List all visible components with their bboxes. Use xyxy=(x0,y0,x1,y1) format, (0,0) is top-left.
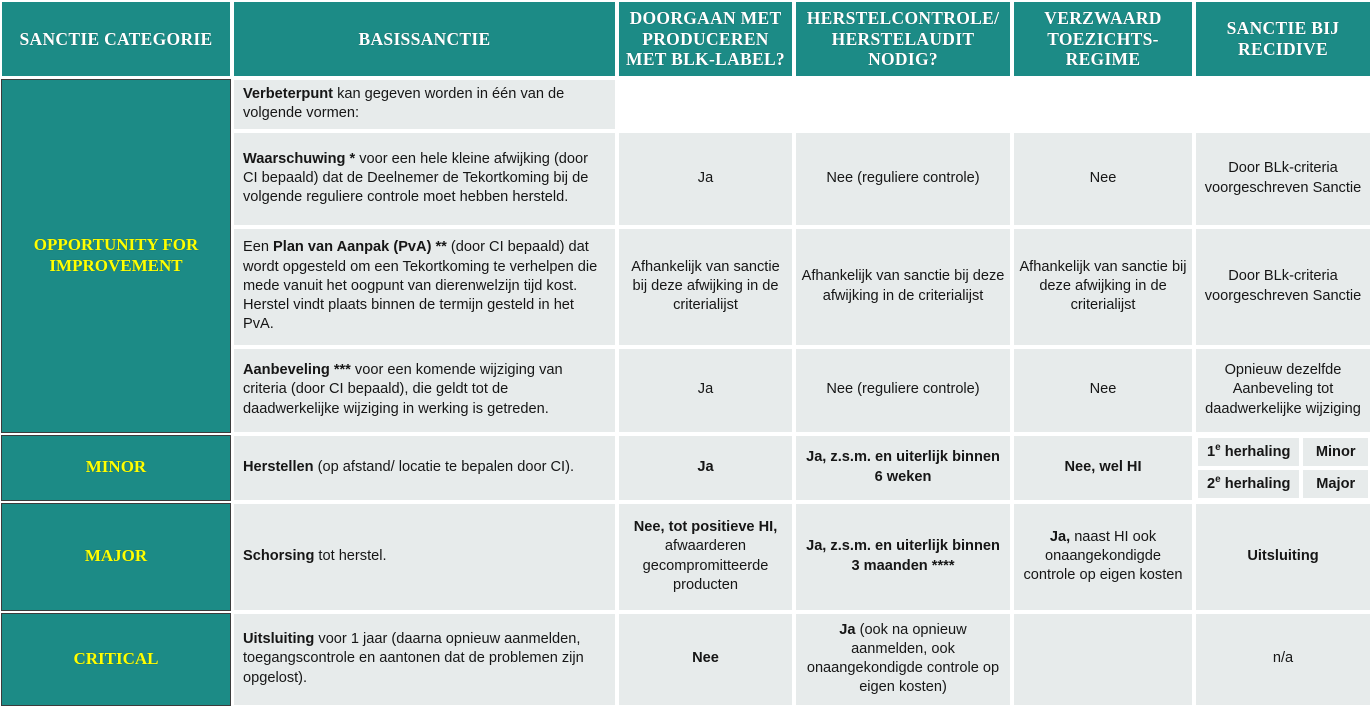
cell-doorgaan-minor: Ja xyxy=(617,434,794,502)
category-label: CRITICAL xyxy=(73,648,159,668)
table-row-minor xyxy=(0,434,1372,502)
category-critical xyxy=(0,612,232,707)
header-herstelcontrole-herstelaudit: HERSTELCONTROLE/ HERSTELAUDIT NODIG? xyxy=(794,0,1012,78)
recidive-label-2e-herhaling: 2e herhaling xyxy=(1196,468,1301,500)
cell-basissanctie-waarschuwing xyxy=(232,131,617,227)
minor-rest: (op afstand/ locatie te bepalen door CI). xyxy=(313,458,574,475)
category-label: MAJOR xyxy=(84,546,148,566)
cell-recidive-aanbeveling: Opnieuw dezelfde Aanbeveling tot daadwerkelijke wijziging xyxy=(1194,347,1372,434)
cell-verzwaard-plan-van-aanpak: Afhankelijk van sanctie bij deze afwijking in de criterialijst xyxy=(1012,227,1194,347)
recidive-subrow-1 xyxy=(1196,436,1370,468)
header-basissanctie: BASISSANCTIE xyxy=(232,0,617,78)
verzwaard-major-rest: naast HI ook onaangekondigde controle op eigen kosten xyxy=(1023,528,1183,584)
cell-herstelcontrole-critical xyxy=(794,612,1012,707)
cell-recidive-plan-van-aanpak: Door BLk-criteria voorgeschreven Sanctie xyxy=(1194,227,1372,347)
recidive-repeat-subtable xyxy=(1196,436,1370,500)
cell-doorgaan-plan-van-aanpak: Afhankelijk van sanctie bij deze afwijking in de criterialijst xyxy=(617,227,794,347)
cell-basissanctie-major xyxy=(232,502,617,612)
table-row-critical xyxy=(0,612,1372,707)
category-label: MINOR xyxy=(85,457,147,477)
major-rest: tot herstel. xyxy=(314,547,387,564)
aanbeveling-bold: Aanbeveling *** xyxy=(243,362,351,379)
cell-basissanctie-aanbeveling xyxy=(232,347,617,434)
header-sanctie-bij-recidive: SANCTIE BIJ RECIDIVE xyxy=(1194,0,1372,78)
major-bold: Schorsing xyxy=(243,547,315,564)
doorgaan-major-rest: afwaarderen gecompromitteerde producten xyxy=(642,538,769,593)
table-body xyxy=(0,78,1372,707)
cell-herstelcontrole-aanbeveling: Nee (reguliere controle) xyxy=(794,347,1012,434)
waarschuwing-rest: voor een hele kleine afwijking (door CI bepaald) dat de Deelnemer de Tekortkoming bij de volgende reguliere controle moet hebben hersteld. xyxy=(243,150,589,206)
critical-rest: voor 1 jaar (daarna opnieuw aanmelden, toegangscontrole en aantonen dat de problemen zijn opgelost). xyxy=(243,631,584,686)
cell-verzwaard-major xyxy=(1012,502,1194,612)
critical-bold: Uitsluiting xyxy=(243,631,315,648)
category-opportunity-for-improvement xyxy=(0,78,232,434)
aanbeveling-rest: voor een komende wijziging van criteria (door CI bepaald), die geldt tot de daadwerkelijke wijziging in werking is getreden. xyxy=(243,362,563,417)
table-row-verbeterpunt-intro xyxy=(0,78,1372,131)
cell-basissanctie-verbeterpunt xyxy=(232,78,617,131)
recidive-label-1e-herhaling: 1e herhaling xyxy=(1196,436,1301,468)
header-verzwaard-toezichtsregime: VERZWAARD TOEZICHTS- REGIME xyxy=(1012,0,1194,78)
pva-rest: (door CI bepaald) dat wordt opgesteld om een Tekortkoming te verhelpen die mede vanuit het oogpunt van dierenwelzijn tijd kost. Herstel vindt plaats binnen de termijn gesteld in het PvA. xyxy=(243,239,598,333)
recidive-subrow-2 xyxy=(1196,468,1370,500)
cell-verzwaard-aanbeveling: Nee xyxy=(1012,347,1194,434)
cell-verzwaard-critical xyxy=(1012,612,1194,707)
blank-verzwaard-intro xyxy=(1012,78,1194,131)
doorgaan-major-bold: Nee, tot positieve HI, xyxy=(633,519,778,535)
herstelcontrole-critical-bold: Ja xyxy=(839,621,856,638)
cell-herstelcontrole-minor: Ja, z.s.m. en uiterlijk binnen 6 weken xyxy=(794,434,1012,502)
blank-recidive-intro xyxy=(1194,78,1372,131)
header-doorgaan-met-produceren: DOORGAAN MET PRODUCEREN MET BLK-LABEL? xyxy=(617,0,794,78)
pva-bold: Plan van Aanpak (PvA) ** xyxy=(273,239,447,256)
cell-doorgaan-aanbeveling: Ja xyxy=(617,347,794,434)
cell-doorgaan-waarschuwing: Ja xyxy=(617,131,794,227)
cell-basissanctie-plan-van-aanpak xyxy=(232,227,617,347)
blank-herstelcontrole-intro xyxy=(794,78,1012,131)
cell-herstelcontrole-plan-van-aanpak: Afhankelijk van sanctie bij deze afwijking in de criterialijst xyxy=(794,227,1012,347)
category-label: OPPORTUNITY FOR IMPROVEMENT xyxy=(33,235,199,275)
table-row-major xyxy=(0,502,1372,612)
minor-bold: Herstellen xyxy=(243,458,314,475)
recidive-value-1e-herhaling: Minor xyxy=(1301,436,1370,468)
cell-basissanctie-critical xyxy=(232,612,617,707)
cell-recidive-critical: n/a xyxy=(1194,612,1372,707)
header-sanctie-categorie: SANCTIE CATEGORIE xyxy=(0,0,232,78)
cell-basissanctie-minor xyxy=(232,434,617,502)
header-row xyxy=(0,0,1372,78)
cell-doorgaan-major xyxy=(617,502,794,612)
blank-doorgaan-intro xyxy=(617,78,794,131)
category-major xyxy=(0,502,232,612)
table-header xyxy=(0,0,1372,78)
cell-doorgaan-critical: Nee xyxy=(617,612,794,707)
verzwaard-major-bold: Ja, xyxy=(1049,528,1071,545)
cell-recidive-waarschuwing: Door BLk-criteria voorgeschreven Sanctie xyxy=(1194,131,1372,227)
recidive-value-2e-herhaling: Major xyxy=(1301,468,1370,500)
cell-verzwaard-minor: Nee, wel HI xyxy=(1012,434,1194,502)
verbeterpunt-rest: kan gegeven worden in één van de volgende vormen: xyxy=(243,86,565,122)
waarschuwing-bold: Waarschuwing * xyxy=(243,150,356,167)
verbeterpunt-bold: Verbeterpunt xyxy=(243,86,334,102)
cell-recidive-major: Uitsluiting xyxy=(1194,502,1372,612)
herstelcontrole-critical-rest: (ook na opnieuw aanmelden, ook onaangekondigde controle op eigen kosten) xyxy=(806,621,1000,696)
cell-recidive-minor-split xyxy=(1194,434,1372,502)
cell-herstelcontrole-major: Ja, z.s.m. en uiterlijk binnen 3 maanden **** xyxy=(794,502,1012,612)
pva-prefix: Een xyxy=(243,239,274,256)
cell-herstelcontrole-waarschuwing: Nee (reguliere controle) xyxy=(794,131,1012,227)
cell-verzwaard-waarschuwing: Nee xyxy=(1012,131,1194,227)
category-minor xyxy=(0,434,232,502)
